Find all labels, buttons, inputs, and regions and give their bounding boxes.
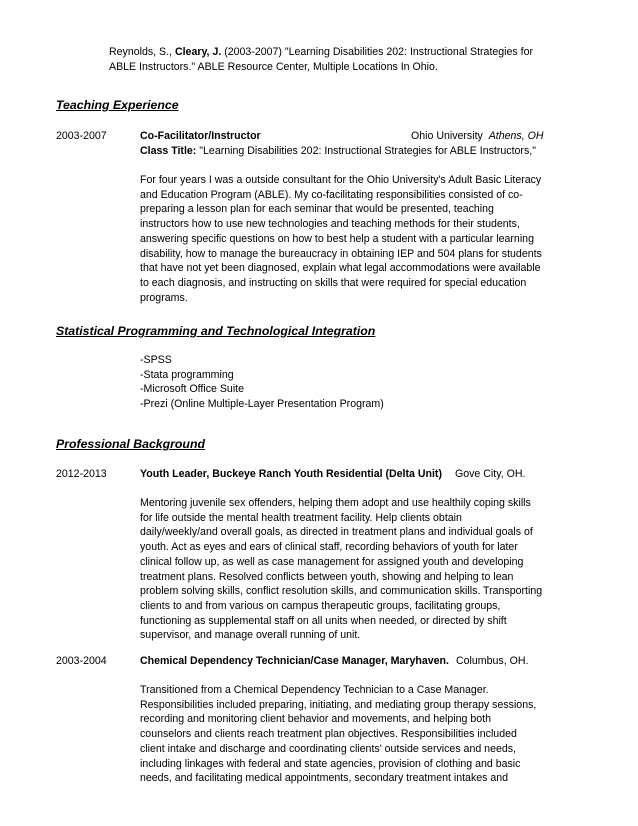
- paragraph-line: that have not yet been diagnosed, explain what legal accommodations were available: [140, 262, 541, 275]
- skills-list: [140, 353, 560, 412]
- teaching-location: Athens, OH: [488, 130, 544, 142]
- paragraph-line: including linkages with federal and state agencies, provision of clothing and basic: [140, 757, 521, 770]
- paragraph-line: and Education Program (ABLE). My co-facilitating responsibilities consisted of co-: [140, 188, 523, 201]
- citation-title: (2003-2007) "Learning Disabilities 202: Instructional Strategies for: [221, 46, 534, 58]
- paragraph-line: problem solving skills, conflict resolution skills, and communication skills. Transporting: [140, 585, 543, 598]
- paragraph-line: Mentoring juvenile sex offenders, helping them adopt and use healthily coping skills: [140, 497, 531, 509]
- job-location: Gove City, OH.: [455, 468, 526, 480]
- paragraph-line: client intake and discharge and coordinating clients' outside services and needs,: [140, 742, 516, 755]
- paragraph-line: Responsibilities included preparing, initiating, and mediating group therapy sessions,: [140, 698, 537, 711]
- citation-line-2: ABLE Instructors." ABLE Resource Center, Multiple Locations In Ohio.: [109, 61, 438, 73]
- teaching-date: 2003-2007: [56, 130, 107, 142]
- paragraph-line: disability, how to manage the bureaucracy in obtaining IEP and 504 plans for students: [140, 247, 542, 260]
- section-heading-statistical: Statistical Programming and Technological Integration: [56, 324, 376, 338]
- job-title: Chemical Dependency Technician/Case Manager, Maryhaven.: [140, 655, 449, 667]
- class-title-label: Class Title:: [140, 145, 197, 157]
- paragraph-line: youth. Act as eyes and ears of clinical staff, recording behaviors of youth for later: [140, 541, 518, 554]
- teaching-role: Co-Facilitator/Instructor: [140, 130, 261, 142]
- skill-item: -Stata programming: [140, 368, 234, 381]
- paragraph-line: treatment plans. Resolved conflicts between youth, showing and helping to lean: [140, 570, 514, 583]
- paragraph-line: counselors and clients reach treatment plan objectives. Responsibilities included: [140, 728, 517, 741]
- section-heading-professional: Professional Background: [56, 437, 205, 451]
- teaching-class-title: [140, 144, 536, 159]
- paragraph-line: For four years I was a outside consultant for the Ohio University's Adult Basic Literacy: [140, 174, 542, 186]
- paragraph-line: instructors how to use new technologies and teaching methods for their students,: [140, 218, 520, 231]
- paragraph-line: recording and monitoring client behavior and movements, and helping both: [140, 713, 491, 726]
- teaching-description: [140, 173, 560, 305]
- job-location: Columbus, OH.: [456, 655, 529, 667]
- job-description: [140, 496, 560, 643]
- citation-line-1: [109, 45, 533, 60]
- paragraph-line: needs, and facilitating medical appointments, secondary treatment intakes and: [140, 772, 509, 785]
- paragraph-line: answering specific questions on how to best help a student with a particular learning: [140, 232, 534, 245]
- job-date: 2003-2004: [56, 655, 107, 667]
- job-date: 2012-2013: [56, 468, 107, 480]
- paragraph-line: Transitioned from a Chemical Dependency Technician to a Case Manager.: [140, 684, 489, 696]
- paragraph-line: preparing a lesson plan for each seminar that would be presented, teaching: [140, 203, 494, 216]
- paragraph-line: supervisor, and manage overall running of unit.: [140, 629, 361, 642]
- section-heading-teaching: Teaching Experience: [56, 98, 179, 112]
- class-title-value: "Learning Disabilities 202: Instructional Strategies for ABLE Instructors,": [196, 145, 536, 157]
- paragraph-line: clinical follow up, as well as case management for assigned youth and developing: [140, 555, 524, 568]
- skill-item: -Prezi (Online Multiple-Layer Presentation Program): [140, 398, 384, 411]
- paragraph-line: programs.: [140, 291, 188, 304]
- job-description: [140, 683, 560, 786]
- skill-item: -Microsoft Office Suite: [140, 383, 245, 396]
- paragraph-line: daily/weekly/and overall goals, as directed in treatment plans and individual goals of: [140, 526, 533, 539]
- teaching-org-name: Ohio University: [411, 130, 483, 142]
- paragraph-line: to each diagnosis, and instructing on skills that were required for special education: [140, 276, 527, 289]
- paragraph-line: for life outside the mental health treatment facility. Help clients obtain: [140, 511, 462, 524]
- teaching-org: [411, 129, 543, 144]
- skill-item: -SPSS: [140, 354, 172, 366]
- job-title: Youth Leader, Buckeye Ranch Youth Residential (Delta Unit): [140, 468, 442, 480]
- paragraph-line: functioning as supplemental staff on all units when needed, or directed by shift: [140, 614, 507, 627]
- citation-author-bold: Cleary, J.: [174, 46, 222, 58]
- citation-authors: Reynolds, S.,: [109, 46, 175, 58]
- paragraph-line: clients to and from various on campus therapeutic groups, facilitating groups,: [140, 599, 501, 612]
